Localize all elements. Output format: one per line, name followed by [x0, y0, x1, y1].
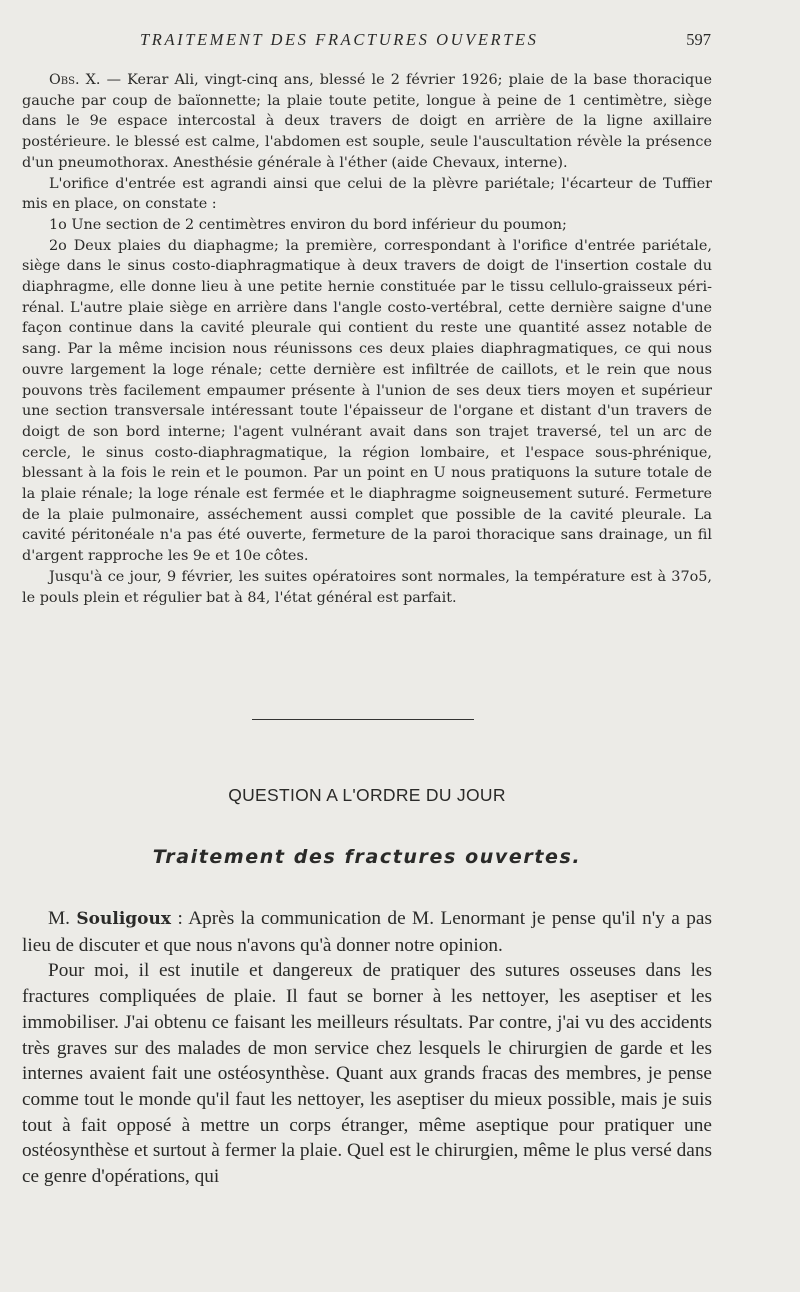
running-title: TRAITEMENT DES FRACTURES OUVERTES [140, 30, 539, 49]
observation-label: Obs. X. [49, 72, 101, 88]
observation-text: — Kerar Ali, vingt-cinq ans, blessé le 2 février 1926; plaie de la base thoracique gauche par coup de baïonnette; la plaie toute petite, longue à peine de 1 centimètre, siège dans le 9e espace intercostal à deux travers de doigt en arrière de la ligne axillaire postérieure. le blessé est calme, l'abdomen est souple, seule l'auscultation révèle la présence d'un pneumothorax. Anesthésie générale à l'éther (aide Chevaux, interne). [22, 72, 712, 171]
observation-paragraph: L'orifice d'entrée est agrandi ainsi que celui de la plèvre pariétale; l'écarteur de Tuffier mis en place, on constate : [22, 175, 712, 213]
observation-block [22, 70, 712, 608]
running-head [140, 30, 715, 52]
discussion-paragraph [22, 906, 712, 958]
page-number: 597 [686, 30, 711, 49]
discussion-block [22, 906, 712, 1190]
speaker-name: Souligoux [76, 909, 172, 929]
speaker-prefix: M. [48, 908, 77, 929]
observation-paragraph: 1o Une section de 2 centimètres environ du bord inférieur du poumon; [49, 216, 567, 233]
observation-paragraph: Jusqu'à ce jour, 9 février, les suites opératoires sont normales, la température est à 37o5, le pouls plein et régulier bat à 84, l'état général est parfait. [22, 568, 712, 606]
observation-paragraph [22, 70, 712, 174]
section-heading: QUESTION A L'ORDRE DU JOUR [228, 785, 506, 805]
section-subtitle: Traitement des fractures ouvertes. [152, 846, 582, 868]
discussion-text: : Après la communication de M. Lenormant je pense qu'il n'y a pas lieu de discuter et que nous n'avons qu'à donner notre opinion. [22, 908, 712, 956]
section-divider [252, 719, 474, 720]
discussion-paragraph: Pour moi, il est inutile et dangereux de pratiquer des sutures osseuses dans les fractures compliquées de plaie. Il faut se borner à les nettoyer, les aseptiser et les immobiliser. J'ai obtenu ce faisant les meilleurs résultats. Par contre, j'ai vu des accidents très graves sur des malades de mon service chez lesquels le chirurgien de garde et les internes avaient fait une ostéosynthèse. Quant aux grands fracas des membres, je pense comme tout le monde qu'il faut les nettoyer, les aseptiser du mieux possible, mais je suis tout à fait opposé à mettre un corps étranger, même aseptique pour pratiquer une ostéosynthèse et surtout à fermer la plaie. Quel est le chirurgien, même le plus versé dans ce genre d'opérations, qui [22, 960, 712, 1188]
observation-paragraph: 2o Deux plaies du diaphagme; la première, correspondant à l'orifice d'entrée pariétale, siège dans le sinus costo-diaphragmatique à deux travers de doigt de l'insertion costale du diaphragme, elle donne lieu à une petite hernie constituée par le tissu cellulo-graisseux péri-rénal. L'autre plaie siège en arrière dans l'angle costo-vertébral, cette dernière saigne d'une façon continue dans la cavité pleurale qui contient du reste une quantité assez notable de sang. Par la même incision nous réunissons ces deux plaies diaphragmatiques, ce qui nous ouvre largement la loge rénale; cette dernière est infiltrée de caillots, et le rein que nous pouvons très facilement empaumer présente à l'union de ses deux tiers moyen et supérieur une section transversale intéressant toute l'épaisseur de l'organe et distant d'un travers de doigt de son bord interne; l'agent vulnérant avait dans son trajet traversé, tel un arc de cercle, le sinus costo-diaphragmatique, la région lombaire, et l'espace sous-phrénique, blessant à la fois le rein et le poumon. Par un point en U nous pratiquons la suture totale de la plaie rénale; la loge rénale est fermée et le diaphragme soigneusement suturé. Fermeture de la plaie pulmonaire, asséchement aussi complet que possible de la cavité pleurale. La cavité péritonéale n'a pas été ouverte, fermeture de la paroi thoracique sans drainage, un fil d'argent rapproche les 9e et 10e côtes. [22, 237, 712, 565]
